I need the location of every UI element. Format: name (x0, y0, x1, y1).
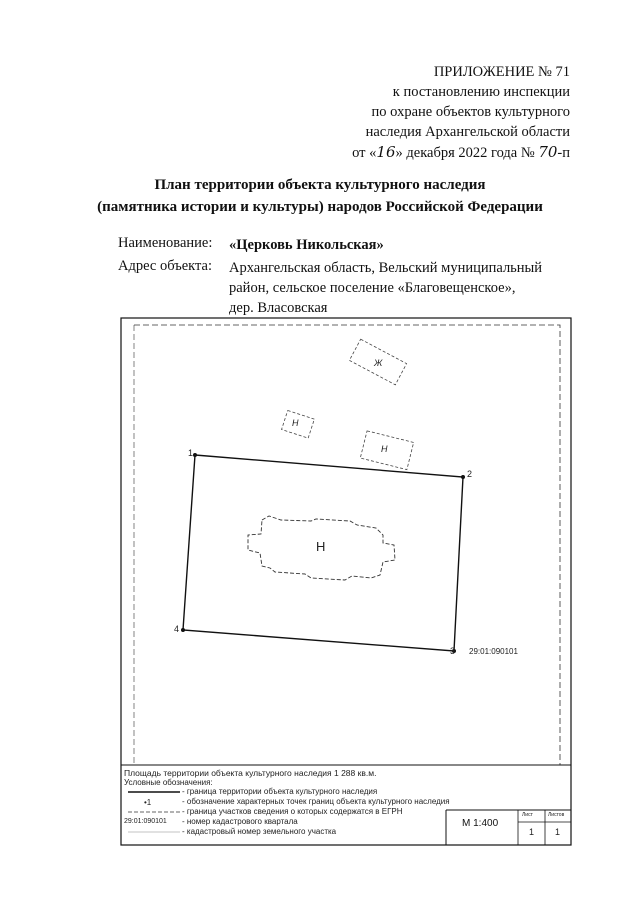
document-title-line-1: План территории объекта культурного наследия (154, 177, 486, 193)
point-label-2: 2 (467, 469, 473, 479)
document-title-line-2: (памятника истории и культуры) народов Российской Федерации (97, 199, 543, 215)
sheet-label: Лист (522, 812, 533, 818)
date-day-handwritten: 16 (376, 143, 396, 161)
scale-label: М 1:400 (462, 818, 499, 829)
legend-symbol: 29:01:090101 (124, 818, 167, 825)
legend-text: - обозначение характерных точек границ объекта культурного наследия (182, 797, 450, 806)
address-line-1: Архангельская область, Вельский муниципальный (229, 260, 543, 276)
header-line-2: по охране объектов культурного (371, 104, 570, 120)
name-label: Наименование: (118, 235, 213, 251)
legend-text: - кадастровый номер земельного участка (182, 827, 337, 836)
small-building-label-2: Н (381, 444, 388, 454)
date-prefix: от « (352, 145, 377, 161)
appendix-number: ПРИЛОЖЕНИЕ № 71 (433, 64, 570, 80)
legend-symbol (124, 808, 184, 818)
legend-text: - граница территории объекта культурного наследия (182, 787, 378, 796)
point-label-3: 3 (450, 646, 456, 656)
legend-item (124, 828, 454, 838)
address-line-2: район, сельское поселение «Благовещенское», (229, 280, 516, 296)
sheets-count: 1 (555, 827, 561, 837)
date-suffix: -п (557, 145, 570, 161)
date-middle: » декабря 2022 года № (395, 145, 535, 161)
point-label-4: 4 (174, 624, 180, 634)
sheet-number: 1 (529, 827, 535, 837)
legend-heading: Условные обозначения: (124, 778, 213, 787)
order-number-handwritten: 70 (538, 143, 558, 161)
name-value: «Церковь Никольская» (229, 237, 384, 253)
legend-symbol (124, 788, 184, 798)
legend-symbol: •1 (144, 798, 152, 807)
building-zh-label: Ж (374, 358, 383, 368)
address-label: Адрес объекта: (118, 258, 212, 274)
header-line-1: к постановлению инспекции (392, 84, 570, 100)
sheets-label: Листов (548, 812, 565, 818)
legend-text: - номер кадастрового квартала (182, 817, 298, 826)
small-building-label-1: Н (292, 418, 299, 428)
main-building-label: Н (316, 539, 326, 554)
address-line-3: дер. Власовская (229, 300, 328, 316)
header-line-3: наследия Архангельской области (365, 124, 570, 140)
area-text: Площадь территории объекта культурного наследия 1 288 кв.м. (124, 768, 377, 778)
point-label-1: 1 (188, 448, 194, 458)
cadastral-quarter-label: 29:01:090101 (469, 647, 518, 656)
legend-symbol (124, 828, 184, 838)
legend-text: - граница участков сведения о которых содержатся в ЕГРН (182, 807, 403, 816)
